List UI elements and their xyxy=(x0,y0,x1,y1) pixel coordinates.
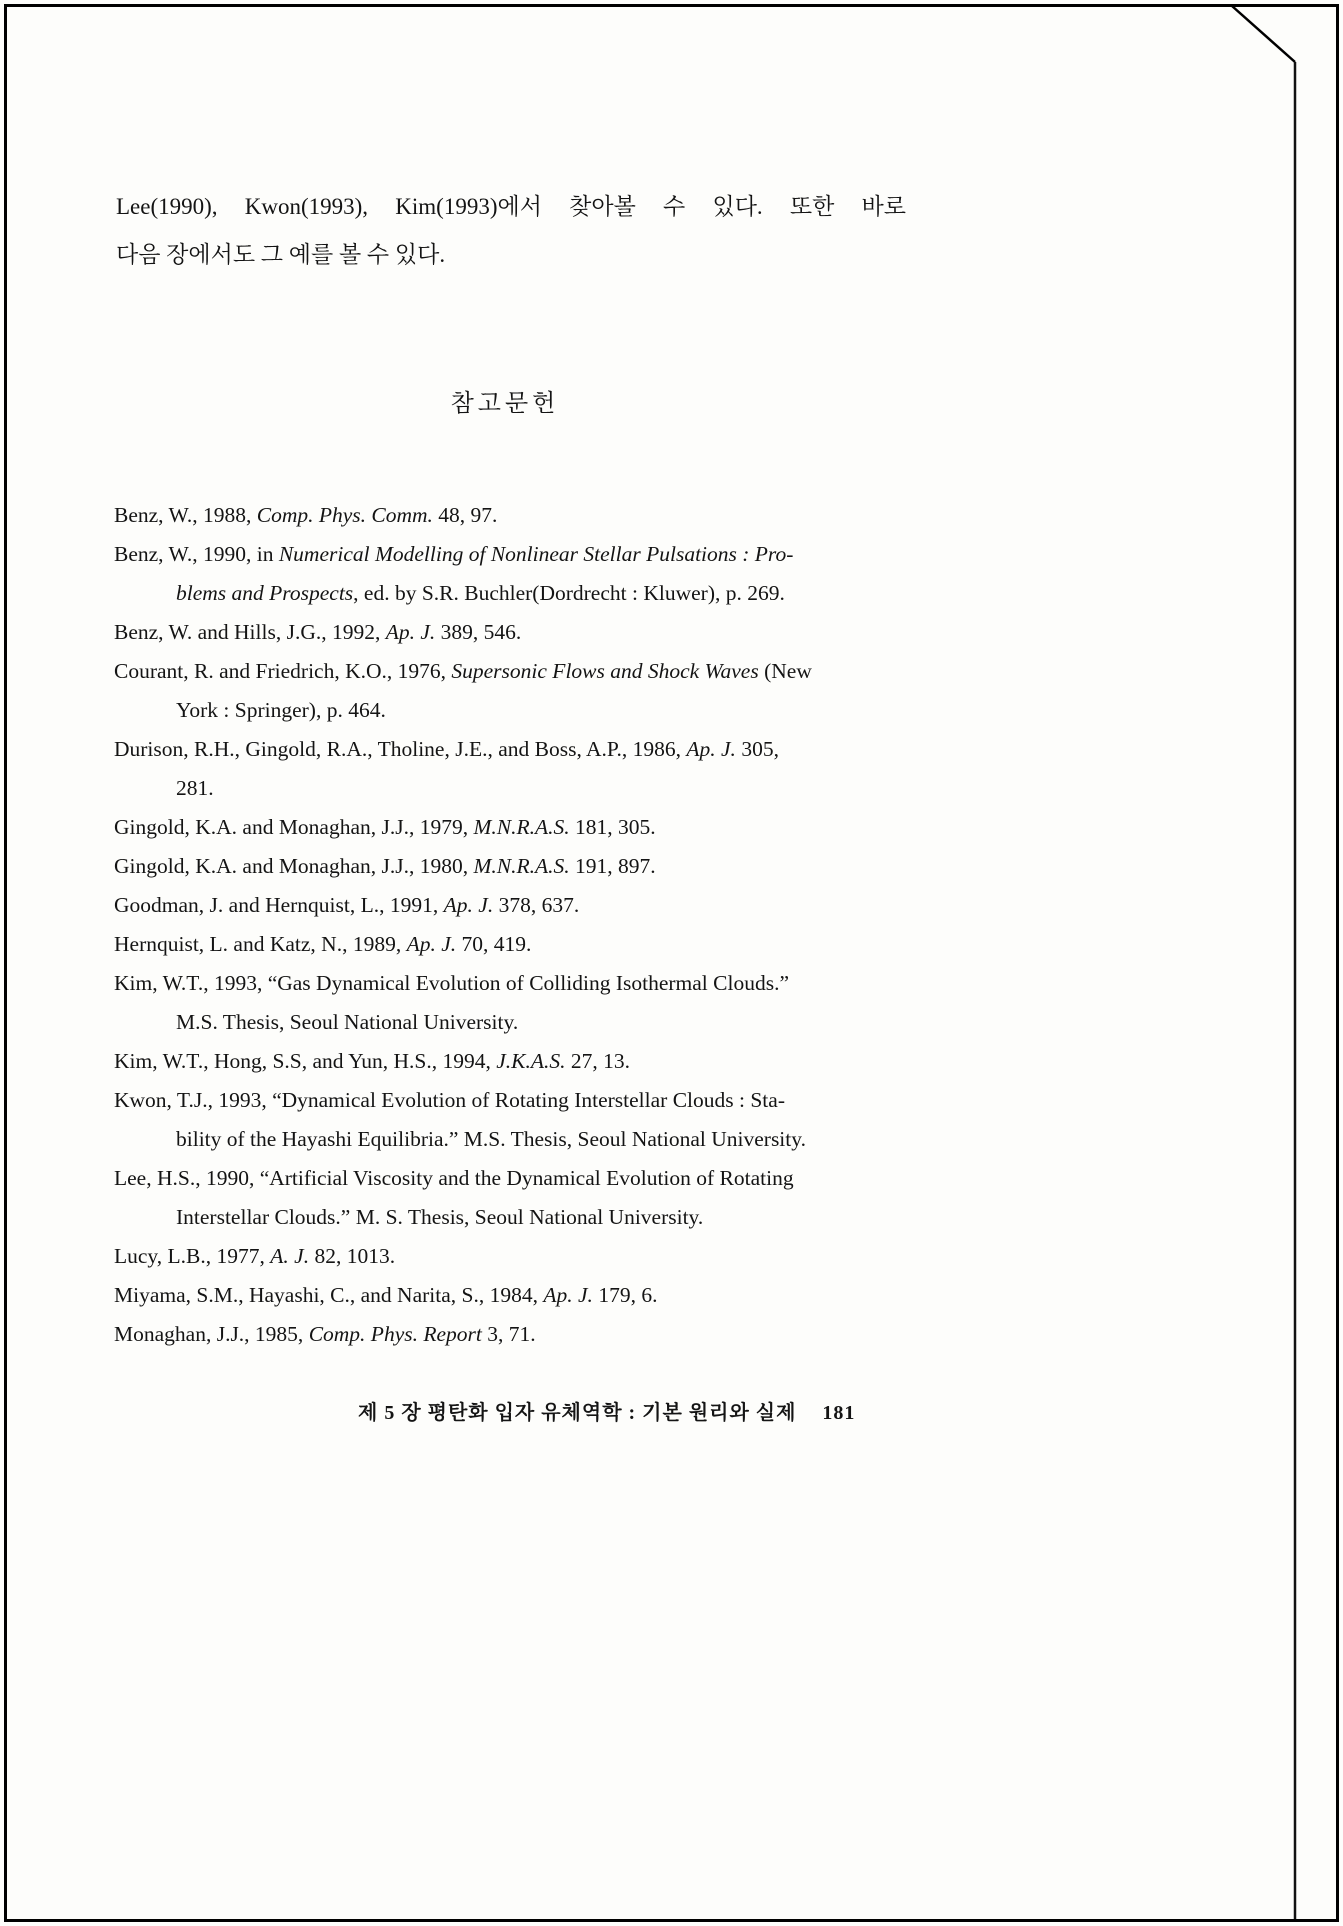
reference-item xyxy=(114,496,914,535)
reference-text-segment: Miyama, S.M., Hayashi, C., and Narita, S., 1984, xyxy=(114,1283,544,1307)
reference-text-segment: (New xyxy=(758,659,812,683)
reference-text-segment: 378, 637. xyxy=(493,893,580,917)
reference-italic-segment: J.K.A.S. xyxy=(496,1049,566,1073)
reference-text-segment: 3, 71. xyxy=(481,1322,536,1346)
reference-item xyxy=(114,886,914,925)
reference-text-segment: bility of the Hayashi Equilibria.” M.S. Thesis, Seoul National University. xyxy=(176,1127,806,1151)
reference-text-segment: Benz, W., 1988, xyxy=(114,503,257,527)
reference-italic-segment: blems and Prospects xyxy=(176,581,354,605)
intro-line: Lee(1990), Kwon(1993), Kim(1993)에서 찾아볼 수 있다. 또한 바로 xyxy=(116,194,906,219)
reference-text-segment: York : Springer), p. 464. xyxy=(176,698,386,722)
reference-text-segment: 281. xyxy=(176,776,214,800)
reference-text-segment: M.S. Thesis, Seoul National University. xyxy=(176,1010,519,1034)
reference-text-segment: Benz, W. and Hills, J.G., 1992, xyxy=(114,620,386,644)
reference-item xyxy=(114,925,914,964)
reference-italic-segment: Supersonic Flows and Shock Waves xyxy=(451,659,759,683)
reference-item xyxy=(114,613,914,652)
reference-italic-segment: Ap. J. xyxy=(543,1283,593,1307)
reference-text-segment: Courant, R. and Friedrich, K.O., 1976, xyxy=(114,659,452,683)
reference-text-segment: 70, 419. xyxy=(456,932,532,956)
reference-line xyxy=(114,535,914,574)
reference-line xyxy=(114,847,914,886)
reference-line xyxy=(114,1315,914,1354)
reference-text-segment: 48, 97. xyxy=(432,503,498,527)
reference-line xyxy=(114,886,914,925)
reference-line xyxy=(114,574,914,613)
reference-italic-segment: Ap. J. xyxy=(385,620,436,644)
reference-line xyxy=(114,730,914,769)
reference-line xyxy=(114,964,914,1003)
reference-italic-segment: Numerical Modelling of Nonlinear Stellar Pulsations : Pro- xyxy=(278,542,794,566)
reference-line xyxy=(114,769,914,808)
reference-line xyxy=(114,1276,914,1315)
reference-item xyxy=(114,730,914,808)
reference-item xyxy=(114,964,914,1042)
reference-line xyxy=(114,1042,914,1081)
reference-item xyxy=(114,847,914,886)
reference-text-segment: 305, xyxy=(735,737,779,761)
reference-italic-segment: Comp. Phys. Comm. xyxy=(256,503,433,527)
reference-line xyxy=(114,1081,914,1120)
reference-line xyxy=(114,1198,914,1237)
reference-item xyxy=(114,1315,914,1354)
reference-item xyxy=(114,1159,914,1237)
reference-text-segment: 191, 897. xyxy=(569,854,656,878)
reference-italic-segment: Ap. J. xyxy=(443,893,494,917)
reference-italic-segment: M.N.R.A.S. xyxy=(473,854,570,878)
reference-text-segment: Lee, H.S., 1990, “Artificial Viscosity and the Dynamical Evolution of Rotating xyxy=(114,1166,794,1190)
reference-line xyxy=(114,1003,914,1042)
reference-text-segment: 27, 13. xyxy=(565,1049,631,1073)
reference-line xyxy=(114,925,914,964)
reference-italic-segment: Ap. J. xyxy=(686,737,736,761)
reference-line xyxy=(114,691,914,730)
footer-page-number: 181 xyxy=(822,1402,856,1424)
reference-text-segment: Gingold, K.A. and Monaghan, J.J., 1979, xyxy=(114,815,474,839)
reference-item xyxy=(114,652,914,730)
reference-item xyxy=(114,1237,914,1276)
reference-item xyxy=(114,1276,914,1315)
reference-text-segment: Gingold, K.A. and Monaghan, J.J., 1980, xyxy=(114,854,474,878)
reference-text-segment: Interstellar Clouds.” M. S. Thesis, Seoul National University. xyxy=(176,1205,704,1229)
footer-chapter: 제 5 장 평탄화 입자 유체역학 : 기본 원리와 실제 xyxy=(358,1402,797,1424)
reference-text-segment: Goodman, J. and Hernquist, L., 1991, xyxy=(114,893,444,917)
footer xyxy=(358,1396,855,1425)
reference-text-segment: Kim, W.T., 1993, “Gas Dynamical Evolution of Colliding Isothermal Clouds.” xyxy=(114,971,789,995)
reference-text-segment: Lucy, L.B., 1977, xyxy=(114,1244,271,1268)
reference-text-segment: Durison, R.H., Gingold, R.A., Tholine, J.E., and Boss, A.P., 1986, xyxy=(114,737,687,761)
intro-paragraph xyxy=(116,183,906,279)
reference-item xyxy=(114,535,914,613)
section-title: 참고문헌 xyxy=(450,391,560,417)
reference-text-segment: Monaghan, J.J., 1985, xyxy=(114,1322,309,1346)
reference-line xyxy=(114,1237,914,1276)
reference-text-segment: Kim, W.T., Hong, S.S, and Yun, H.S., 1994, xyxy=(114,1049,497,1073)
reference-line xyxy=(114,652,914,691)
reference-line xyxy=(114,613,914,652)
reference-line xyxy=(114,496,914,535)
reference-text-segment: 179, 6. xyxy=(592,1283,658,1307)
reference-text-segment: 82, 1013. xyxy=(309,1244,396,1268)
reference-line xyxy=(114,808,914,847)
reference-text-segment: Benz, W., 1990, in xyxy=(114,542,279,566)
reference-line xyxy=(114,1159,914,1198)
reference-text-segment: 181, 305. xyxy=(569,815,656,839)
reference-italic-segment: Comp. Phys. Report xyxy=(308,1322,482,1346)
reference-text-segment: Kwon, T.J., 1993, “Dynamical Evolution of Rotating Interstellar Clouds : Sta- xyxy=(114,1088,785,1112)
reference-text-segment: Hernquist, L. and Katz, N., 1989, xyxy=(114,932,407,956)
reference-italic-segment: Ap. J. xyxy=(406,932,457,956)
intro-line: 다음 장에서도 그 예를 볼 수 있다. xyxy=(116,242,446,267)
reference-text-segment: 389, 546. xyxy=(435,620,522,644)
reference-italic-segment: A. J. xyxy=(270,1244,310,1268)
reference-italic-segment: M.N.R.A.S. xyxy=(473,815,570,839)
reference-item xyxy=(114,1081,914,1159)
reference-text-segment: , ed. by S.R. Buchler(Dordrecht : Kluwer), p. 269. xyxy=(353,581,785,605)
reference-list xyxy=(114,496,914,1354)
reference-item xyxy=(114,808,914,847)
reference-item xyxy=(114,1042,914,1081)
reference-line xyxy=(114,1120,914,1159)
